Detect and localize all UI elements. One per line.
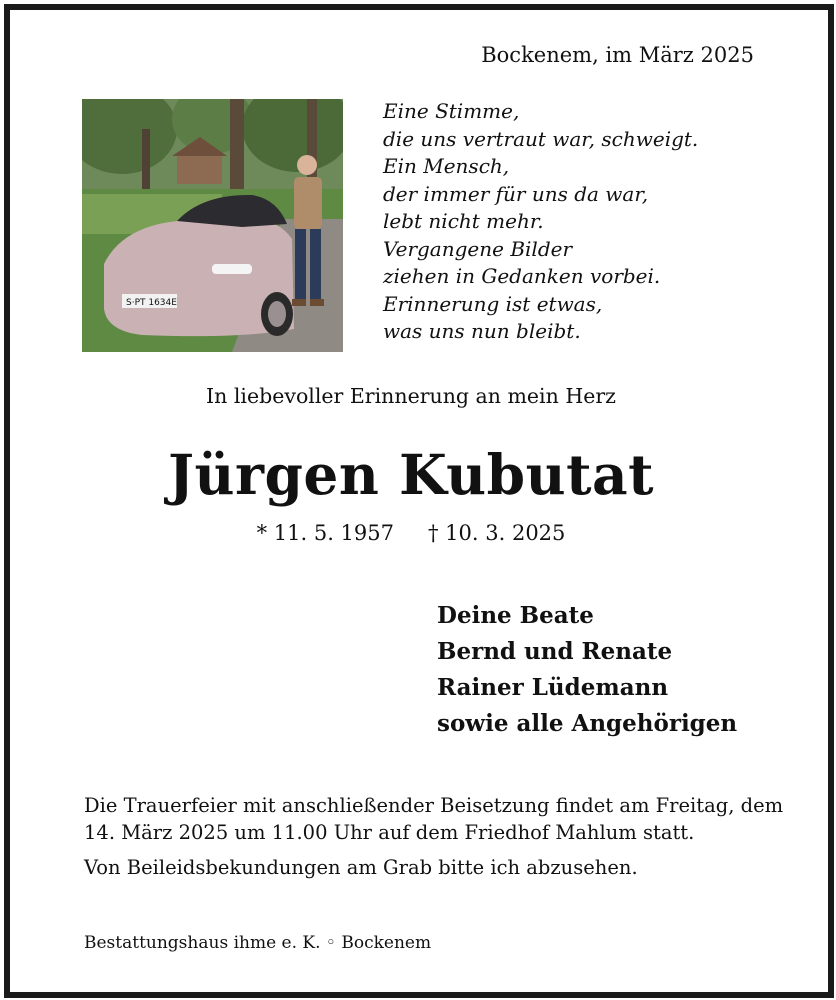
birth-date: * 11. 5. 1957 xyxy=(256,521,394,545)
portrait-photo xyxy=(82,99,343,352)
funeral-home: Bestattungshaus ihme e. K. ◦ Bockenem xyxy=(84,933,432,953)
poem-line: Eine Stimme, xyxy=(383,99,520,123)
place-date: Bockenem, im März 2025 xyxy=(481,43,754,67)
memorial-intro: In liebevoller Erinnerung an mein Herz xyxy=(206,384,616,408)
life-dates xyxy=(0,521,822,545)
poem xyxy=(383,98,698,346)
death-date: † 10. 3. 2025 xyxy=(428,521,566,545)
ceremony-text: Die Trauerfeier mit anschließender Beisetzung findet am Freitag, dem 14. März 2025 um 11.00 Uhr auf dem Friedhof Mahlum statt. xyxy=(84,794,784,844)
photo-illustration xyxy=(82,99,343,352)
poem-line: die uns vertraut war, schweigt. xyxy=(383,126,699,151)
poem-line: was uns nun bleibt. xyxy=(383,319,581,343)
mourner: Deine Beate xyxy=(437,602,594,629)
mourner: sowie alle Angehörigen xyxy=(437,710,738,737)
poem-line: Ein Mensch, xyxy=(383,154,510,178)
funeral-info xyxy=(84,792,784,881)
poem-line: lebt nicht mehr. xyxy=(383,209,544,233)
poem-line: der immer für uns da war, xyxy=(383,181,649,206)
poem-line: ziehen in Gedanken vorbei. xyxy=(383,264,661,288)
deceased-name: Jürgen Kubutat xyxy=(167,442,655,507)
poem-line: Vergangene Bilder xyxy=(383,236,573,261)
condolence-text: Von Beileidsbekundungen am Grab bitte ich abzusehen. xyxy=(84,856,638,879)
mourner: Bernd und Renate xyxy=(437,638,673,665)
poem-line: Erinnerung ist etwas, xyxy=(383,291,603,316)
mourners-list xyxy=(437,598,737,742)
mourner: Rainer Lüdemann xyxy=(437,674,669,701)
svg-text:S·PT 1634E: S·PT 1634E xyxy=(126,298,177,308)
